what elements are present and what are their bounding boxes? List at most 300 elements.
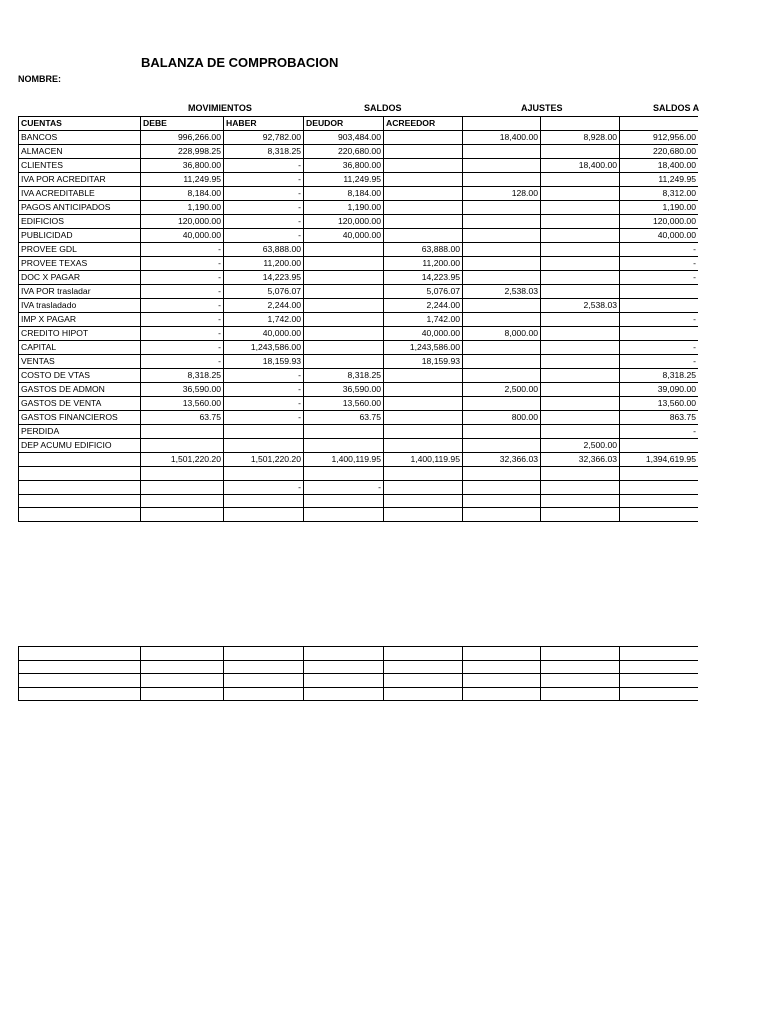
- amount-cell[interactable]: -: [620, 271, 699, 285]
- amount-cell[interactable]: [620, 439, 699, 453]
- amount-cell[interactable]: 40,000.00: [224, 327, 304, 341]
- amount-cell[interactable]: [141, 687, 224, 701]
- amount-cell[interactable]: [541, 313, 620, 327]
- amount-cell[interactable]: [541, 215, 620, 229]
- amount-cell[interactable]: 120,000.00: [620, 215, 699, 229]
- amount-cell[interactable]: 18,159.93: [224, 355, 304, 369]
- table-row: [19, 285, 699, 299]
- table-row: [19, 480, 699, 494]
- amount-cell[interactable]: [384, 215, 463, 229]
- amount-cell[interactable]: [620, 674, 699, 688]
- amount-cell[interactable]: 2,244.00: [224, 299, 304, 313]
- amount-cell[interactable]: [541, 425, 620, 439]
- amount-cell[interactable]: [304, 439, 384, 453]
- nombre-label: NOMBRE:: [18, 74, 61, 84]
- table-header-row: [19, 117, 699, 131]
- table-row: [19, 397, 699, 411]
- amount-cell[interactable]: -: [224, 397, 304, 411]
- amount-cell[interactable]: [463, 674, 541, 688]
- amount-cell[interactable]: [620, 494, 699, 508]
- amount-cell[interactable]: 18,400.00: [463, 131, 541, 145]
- amount-cell[interactable]: 39,090.00: [620, 383, 699, 397]
- amount-cell[interactable]: [463, 508, 541, 522]
- lower-empty-table: [18, 646, 698, 701]
- amount-cell[interactable]: [463, 243, 541, 257]
- table-row: [19, 508, 699, 522]
- account-cell[interactable]: CREDITO HIPOT: [19, 327, 141, 341]
- amount-cell[interactable]: [304, 494, 384, 508]
- amount-cell[interactable]: 1,400,119.95: [384, 453, 463, 467]
- amount-cell[interactable]: [463, 425, 541, 439]
- amount-cell[interactable]: DEUDOR: [304, 117, 384, 131]
- sheet-title: BALANZA DE COMPROBACION: [141, 55, 339, 70]
- account-cell[interactable]: CUENTAS: [19, 117, 141, 131]
- table-row: [19, 355, 699, 369]
- amount-cell[interactable]: [541, 397, 620, 411]
- amount-cell[interactable]: -: [620, 313, 699, 327]
- amount-cell[interactable]: 1,501,220.20: [224, 453, 304, 467]
- amount-cell[interactable]: [541, 243, 620, 257]
- amount-cell[interactable]: [141, 508, 224, 522]
- account-cell[interactable]: IVA ACREDITABLE: [19, 187, 141, 201]
- amount-cell[interactable]: [541, 411, 620, 425]
- amount-cell[interactable]: [384, 425, 463, 439]
- amount-cell[interactable]: -: [224, 229, 304, 243]
- table-row: [19, 187, 699, 201]
- amount-cell[interactable]: [541, 229, 620, 243]
- amount-cell[interactable]: [463, 313, 541, 327]
- amount-cell[interactable]: DEBE: [141, 117, 224, 131]
- account-cell[interactable]: EDIFICIOS: [19, 215, 141, 229]
- account-cell[interactable]: PROVEE TEXAS: [19, 257, 141, 271]
- amount-cell[interactable]: 903,484.00: [304, 131, 384, 145]
- amount-cell[interactable]: -: [141, 257, 224, 271]
- amount-cell[interactable]: -: [224, 201, 304, 215]
- amount-cell[interactable]: [224, 660, 304, 674]
- amount-cell[interactable]: -: [224, 159, 304, 173]
- amount-cell[interactable]: 128.00: [463, 187, 541, 201]
- amount-cell[interactable]: [463, 215, 541, 229]
- table-row: [19, 341, 699, 355]
- amount-cell[interactable]: [384, 159, 463, 173]
- amount-cell[interactable]: [541, 201, 620, 215]
- amount-cell[interactable]: 2,500.00: [463, 383, 541, 397]
- amount-cell[interactable]: 863.75: [620, 411, 699, 425]
- amount-cell[interactable]: 1,501,220.20: [141, 453, 224, 467]
- amount-cell[interactable]: -: [620, 243, 699, 257]
- amount-cell[interactable]: [541, 494, 620, 508]
- amount-cell[interactable]: [463, 494, 541, 508]
- amount-cell[interactable]: [463, 201, 541, 215]
- amount-cell[interactable]: [541, 480, 620, 494]
- amount-cell[interactable]: [620, 299, 699, 313]
- amount-cell[interactable]: 1,394,619.95: [620, 453, 699, 467]
- amount-cell[interactable]: [463, 271, 541, 285]
- amount-cell[interactable]: 120,000.00: [141, 215, 224, 229]
- amount-cell[interactable]: 220,680.00: [304, 145, 384, 159]
- amount-cell[interactable]: [541, 285, 620, 299]
- amount-cell[interactable]: [304, 355, 384, 369]
- amount-cell[interactable]: [541, 467, 620, 481]
- account-cell[interactable]: [19, 674, 141, 688]
- account-cell[interactable]: GASTOS DE ADMON: [19, 383, 141, 397]
- amount-cell[interactable]: 1,742.00: [224, 313, 304, 327]
- amount-cell[interactable]: [304, 425, 384, 439]
- account-cell[interactable]: IVA POR trasladar: [19, 285, 141, 299]
- amount-cell[interactable]: 40,000.00: [620, 229, 699, 243]
- amount-cell[interactable]: 13,560.00: [304, 397, 384, 411]
- amount-cell[interactable]: [141, 674, 224, 688]
- account-cell[interactable]: [19, 508, 141, 522]
- amount-cell[interactable]: [620, 647, 699, 661]
- account-cell[interactable]: PERDIDA: [19, 425, 141, 439]
- amount-cell[interactable]: 2,538.03: [541, 299, 620, 313]
- amount-cell[interactable]: -: [141, 355, 224, 369]
- amount-cell[interactable]: [463, 341, 541, 355]
- account-cell[interactable]: GASTOS DE VENTA: [19, 397, 141, 411]
- amount-cell[interactable]: -: [304, 480, 384, 494]
- amount-cell[interactable]: [384, 173, 463, 187]
- amount-cell[interactable]: [463, 159, 541, 173]
- amount-cell[interactable]: [620, 285, 699, 299]
- amount-cell[interactable]: [463, 647, 541, 661]
- amount-cell[interactable]: 1,190.00: [141, 201, 224, 215]
- amount-cell[interactable]: -: [141, 299, 224, 313]
- amount-cell[interactable]: [463, 439, 541, 453]
- table-row: [19, 299, 699, 313]
- amount-cell[interactable]: [384, 131, 463, 145]
- group-header-ajustes: AJUSTES: [521, 103, 563, 113]
- amount-cell[interactable]: -: [224, 215, 304, 229]
- table-row: [19, 439, 699, 453]
- amount-cell[interactable]: [620, 467, 699, 481]
- account-cell[interactable]: ALMACEN: [19, 145, 141, 159]
- account-cell[interactable]: PAGOS ANTICIPADOS: [19, 201, 141, 215]
- amount-cell[interactable]: [384, 145, 463, 159]
- amount-cell[interactable]: 63,888.00: [384, 243, 463, 257]
- amount-cell[interactable]: [304, 508, 384, 522]
- amount-cell[interactable]: 2,500.00: [541, 439, 620, 453]
- amount-cell[interactable]: [304, 674, 384, 688]
- amount-cell[interactable]: [463, 229, 541, 243]
- table-row: [19, 131, 699, 145]
- amount-cell[interactable]: [541, 674, 620, 688]
- amount-cell[interactable]: [384, 397, 463, 411]
- amount-cell[interactable]: 8,184.00: [141, 187, 224, 201]
- amount-cell[interactable]: [304, 341, 384, 355]
- account-cell[interactable]: VENTAS: [19, 355, 141, 369]
- account-cell[interactable]: GASTOS FINANCIEROS: [19, 411, 141, 425]
- account-cell[interactable]: IVA trasladado: [19, 299, 141, 313]
- amount-cell[interactable]: [224, 425, 304, 439]
- amount-cell[interactable]: [304, 257, 384, 271]
- amount-cell[interactable]: [224, 647, 304, 661]
- amount-cell[interactable]: 8,318.25: [304, 369, 384, 383]
- amount-cell[interactable]: [463, 299, 541, 313]
- amount-cell[interactable]: [384, 383, 463, 397]
- amount-cell[interactable]: 8,928.00: [541, 131, 620, 145]
- amount-cell[interactable]: [141, 439, 224, 453]
- amount-cell[interactable]: [541, 369, 620, 383]
- amount-cell[interactable]: 11,249.95: [620, 173, 699, 187]
- amount-cell[interactable]: 11,200.00: [384, 257, 463, 271]
- amount-cell[interactable]: [541, 145, 620, 159]
- amount-cell[interactable]: [224, 674, 304, 688]
- group-header-saldos: SALDOS: [364, 103, 402, 113]
- amount-cell[interactable]: [384, 674, 463, 688]
- amount-cell[interactable]: 11,249.95: [141, 173, 224, 187]
- amount-cell[interactable]: [541, 355, 620, 369]
- table-row: [19, 425, 699, 439]
- account-cell[interactable]: IMP X PAGAR: [19, 313, 141, 327]
- amount-cell[interactable]: [620, 508, 699, 522]
- amount-cell[interactable]: -: [620, 257, 699, 271]
- amount-cell[interactable]: 220,680.00: [620, 145, 699, 159]
- amount-cell[interactable]: -: [224, 187, 304, 201]
- amount-cell[interactable]: [541, 341, 620, 355]
- amount-cell[interactable]: [620, 687, 699, 701]
- amount-cell[interactable]: [384, 467, 463, 481]
- amount-cell[interactable]: [141, 467, 224, 481]
- table-row: [19, 327, 699, 341]
- amount-cell[interactable]: 92,782.00: [224, 131, 304, 145]
- amount-cell[interactable]: 36,800.00: [141, 159, 224, 173]
- amount-cell[interactable]: [541, 117, 620, 131]
- amount-cell[interactable]: [463, 369, 541, 383]
- amount-cell[interactable]: 11,249.95: [304, 173, 384, 187]
- amount-cell[interactable]: 8,318.25: [141, 369, 224, 383]
- table-row: [19, 173, 699, 187]
- group-header-movimientos: MOVIMIENTOS: [188, 103, 252, 113]
- account-cell[interactable]: [19, 480, 141, 494]
- account-cell[interactable]: [19, 660, 141, 674]
- amount-cell[interactable]: [463, 660, 541, 674]
- amount-cell[interactable]: 63.75: [141, 411, 224, 425]
- amount-cell[interactable]: ACREEDOR: [384, 117, 463, 131]
- amount-cell[interactable]: -: [620, 425, 699, 439]
- amount-cell[interactable]: [224, 494, 304, 508]
- amount-cell[interactable]: [541, 257, 620, 271]
- account-cell[interactable]: [19, 647, 141, 661]
- amount-cell[interactable]: 8,312.00: [620, 187, 699, 201]
- amount-cell[interactable]: [304, 687, 384, 701]
- amount-cell[interactable]: [463, 687, 541, 701]
- account-cell[interactable]: [19, 687, 141, 701]
- amount-cell[interactable]: 36,590.00: [304, 383, 384, 397]
- amount-cell[interactable]: [463, 480, 541, 494]
- amount-cell[interactable]: -: [620, 355, 699, 369]
- amount-cell[interactable]: [541, 173, 620, 187]
- amount-cell[interactable]: 228,998.25: [141, 145, 224, 159]
- amount-cell[interactable]: [541, 508, 620, 522]
- amount-cell[interactable]: 2,244.00: [384, 299, 463, 313]
- account-cell[interactable]: IVA POR ACREDITAR: [19, 173, 141, 187]
- amount-cell[interactable]: 40,000.00: [304, 229, 384, 243]
- amount-cell[interactable]: -: [620, 341, 699, 355]
- table-row: [19, 369, 699, 383]
- amount-cell[interactable]: 120,000.00: [304, 215, 384, 229]
- amount-cell[interactable]: [384, 494, 463, 508]
- table-row: [19, 215, 699, 229]
- amount-cell[interactable]: 32,366.03: [463, 453, 541, 467]
- amount-cell[interactable]: 36,800.00: [304, 159, 384, 173]
- account-cell[interactable]: COSTO DE VTAS: [19, 369, 141, 383]
- table-row: [19, 687, 699, 701]
- amount-cell[interactable]: 14,223.95: [224, 271, 304, 285]
- amount-cell[interactable]: [304, 647, 384, 661]
- amount-cell[interactable]: [224, 687, 304, 701]
- account-cell[interactable]: [19, 467, 141, 481]
- amount-cell[interactable]: 1,243,586.00: [224, 341, 304, 355]
- amount-cell[interactable]: -: [141, 341, 224, 355]
- group-header-saldos-ajustados: SALDOS A: [653, 103, 700, 113]
- table-row: [19, 467, 699, 481]
- amount-cell[interactable]: 13,560.00: [620, 397, 699, 411]
- amount-cell[interactable]: 40,000.00: [384, 327, 463, 341]
- amount-cell[interactable]: 1,742.00: [384, 313, 463, 327]
- amount-cell[interactable]: -: [224, 383, 304, 397]
- amount-cell[interactable]: [304, 327, 384, 341]
- amount-cell[interactable]: 13,560.00: [141, 397, 224, 411]
- amount-cell[interactable]: 18,400.00: [541, 159, 620, 173]
- amount-cell[interactable]: [541, 187, 620, 201]
- amount-cell[interactable]: [141, 425, 224, 439]
- amount-cell[interactable]: [541, 271, 620, 285]
- amount-cell[interactable]: [541, 687, 620, 701]
- amount-cell[interactable]: [141, 494, 224, 508]
- table-row: [19, 383, 699, 397]
- amount-cell[interactable]: 11,200.00: [224, 257, 304, 271]
- amount-cell[interactable]: [141, 660, 224, 674]
- amount-cell[interactable]: [463, 355, 541, 369]
- amount-cell[interactable]: [463, 397, 541, 411]
- amount-cell[interactable]: 63.75: [304, 411, 384, 425]
- table-row: [19, 313, 699, 327]
- account-cell[interactable]: PUBLICIDAD: [19, 229, 141, 243]
- amount-cell[interactable]: 18,159.93: [384, 355, 463, 369]
- amount-cell[interactable]: [224, 439, 304, 453]
- amount-cell[interactable]: 8,318.25: [224, 145, 304, 159]
- amount-cell[interactable]: 1,243,586.00: [384, 341, 463, 355]
- table-row: [19, 674, 699, 688]
- amount-cell[interactable]: 1,190.00: [304, 201, 384, 215]
- amount-cell[interactable]: [304, 313, 384, 327]
- amount-cell[interactable]: [384, 660, 463, 674]
- amount-cell[interactable]: 8,000.00: [463, 327, 541, 341]
- amount-cell[interactable]: 996,266.00: [141, 131, 224, 145]
- amount-cell[interactable]: [384, 439, 463, 453]
- amount-cell[interactable]: [141, 480, 224, 494]
- amount-cell[interactable]: [620, 480, 699, 494]
- table-row: [19, 494, 699, 508]
- amount-cell[interactable]: HABER: [224, 117, 304, 131]
- account-cell[interactable]: [19, 453, 141, 467]
- amount-cell[interactable]: [541, 647, 620, 661]
- amount-cell[interactable]: -: [141, 313, 224, 327]
- amount-cell[interactable]: [384, 229, 463, 243]
- amount-cell[interactable]: [541, 660, 620, 674]
- amount-cell[interactable]: [141, 647, 224, 661]
- amount-cell[interactable]: 36,590.00: [141, 383, 224, 397]
- amount-cell[interactable]: 1,400,119.95: [304, 453, 384, 467]
- account-cell[interactable]: PROVEE GDL: [19, 243, 141, 257]
- amount-cell[interactable]: 2,538.03: [463, 285, 541, 299]
- amount-cell[interactable]: -: [141, 271, 224, 285]
- amount-cell[interactable]: [541, 383, 620, 397]
- amount-cell[interactable]: 40,000.00: [141, 229, 224, 243]
- amount-cell[interactable]: [304, 299, 384, 313]
- amount-cell[interactable]: 63,888.00: [224, 243, 304, 257]
- account-cell[interactable]: DOC X PAGAR: [19, 271, 141, 285]
- amount-cell[interactable]: [541, 327, 620, 341]
- account-cell[interactable]: BANCOS: [19, 131, 141, 145]
- amount-cell[interactable]: [463, 145, 541, 159]
- account-cell[interactable]: DEP ACUMU EDIFICIO: [19, 439, 141, 453]
- amount-cell[interactable]: -: [224, 411, 304, 425]
- amount-cell[interactable]: [384, 687, 463, 701]
- amount-cell[interactable]: [384, 480, 463, 494]
- amount-cell[interactable]: [620, 660, 699, 674]
- amount-cell[interactable]: 5,076.07: [384, 285, 463, 299]
- lower-table-container: [18, 646, 698, 701]
- table-row: [19, 271, 699, 285]
- amount-cell[interactable]: [384, 187, 463, 201]
- amount-cell[interactable]: [463, 257, 541, 271]
- amount-cell[interactable]: 8,184.00: [304, 187, 384, 201]
- amount-cell[interactable]: 800.00: [463, 411, 541, 425]
- account-cell[interactable]: CLIENTES: [19, 159, 141, 173]
- amount-cell[interactable]: [224, 467, 304, 481]
- amount-cell[interactable]: -: [141, 243, 224, 257]
- amount-cell[interactable]: 32,366.03: [541, 453, 620, 467]
- amount-cell[interactable]: 18,400.00: [620, 159, 699, 173]
- table-row: [19, 660, 699, 674]
- amount-cell[interactable]: 1,190.00: [620, 201, 699, 215]
- amount-cell[interactable]: [384, 369, 463, 383]
- amount-cell[interactable]: [463, 173, 541, 187]
- amount-cell[interactable]: 14,223.95: [384, 271, 463, 285]
- amount-cell[interactable]: [463, 467, 541, 481]
- amount-cell[interactable]: [304, 243, 384, 257]
- amount-cell[interactable]: -: [224, 369, 304, 383]
- amount-cell[interactable]: [304, 467, 384, 481]
- amount-cell[interactable]: 912,956.00: [620, 131, 699, 145]
- account-cell[interactable]: CAPITAL: [19, 341, 141, 355]
- amount-cell[interactable]: [620, 327, 699, 341]
- table-row: [19, 201, 699, 215]
- amount-cell[interactable]: [304, 660, 384, 674]
- amount-cell[interactable]: -: [141, 285, 224, 299]
- table-row: [19, 411, 699, 425]
- table-row: [19, 453, 699, 467]
- amount-cell[interactable]: [384, 201, 463, 215]
- amount-cell[interactable]: [304, 285, 384, 299]
- amount-cell[interactable]: -: [224, 480, 304, 494]
- amount-cell[interactable]: [304, 271, 384, 285]
- amount-cell[interactable]: [620, 117, 699, 131]
- amount-cell[interactable]: -: [224, 173, 304, 187]
- amount-cell[interactable]: [384, 411, 463, 425]
- amount-cell[interactable]: [384, 508, 463, 522]
- amount-cell[interactable]: 8,318.25: [620, 369, 699, 383]
- account-cell[interactable]: [19, 494, 141, 508]
- trial-balance-table-container: [18, 116, 698, 522]
- amount-cell[interactable]: -: [141, 327, 224, 341]
- amount-cell[interactable]: [384, 647, 463, 661]
- amount-cell[interactable]: [224, 508, 304, 522]
- amount-cell[interactable]: [463, 117, 541, 131]
- amount-cell[interactable]: 5,076.07: [224, 285, 304, 299]
